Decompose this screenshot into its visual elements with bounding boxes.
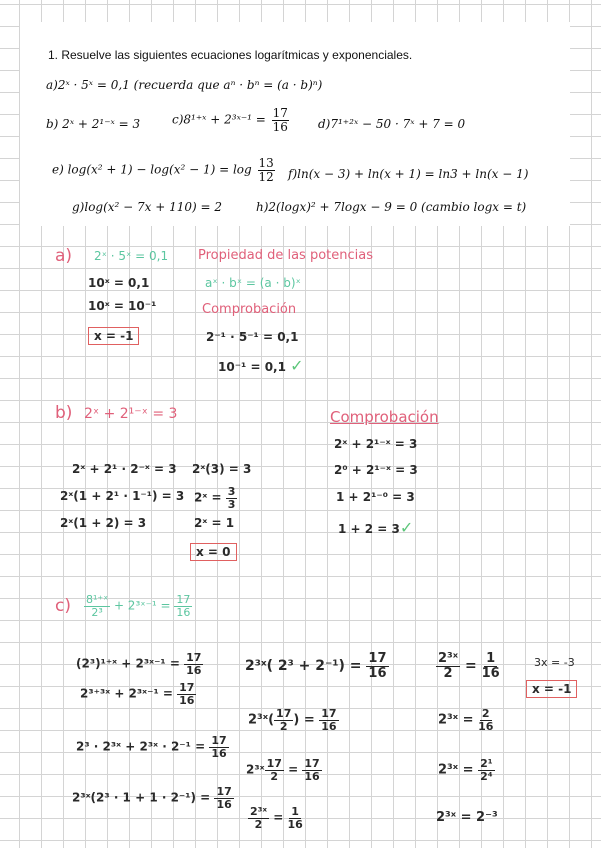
exercise-e [52,157,277,183]
check-text: 1 + 2 = 3 [338,522,400,536]
fraction-denominator: 2 [254,817,263,831]
line-fraction [478,708,493,732]
solution-a-step1: 10ˣ = 0,1 [88,276,150,290]
line-text: 2³⁺³ˣ + 2³ˣ⁻¹ = [80,686,173,701]
line-fraction [209,735,228,759]
solution-b-equation: 2ˣ + 2¹⁻ˣ = 3 [84,406,178,422]
fraction-numerator: 17 [211,734,227,747]
fraction-denominator: 16 [287,817,303,831]
right-fraction [287,806,302,830]
solution-b-check2: 2⁰ + 2¹⁻ˣ = 3 [334,463,418,477]
line-fraction [177,682,196,706]
line-fraction [319,708,338,732]
fraction-numerator: 17 [179,681,195,694]
equation-right-fraction [174,594,192,618]
fraction-numerator: 17 [176,593,191,606]
solution-a-answer: x = -1 [88,327,139,345]
right-fraction [482,652,500,680]
solution-b-step1: 2ˣ + 2¹ · 2⁻ˣ = 3 [72,462,177,476]
solution-a-check2 [218,356,304,375]
step5-left: 2ˣ = [194,490,222,505]
exercise-h: h)2(logx)² + 7logx − 9 = 0 (cambio logx = t) [256,200,527,214]
exercise-d: d)7¹⁺²ˣ − 50 · 7ˣ + 7 = 0 [318,117,466,131]
equation-middle: + 2³ˣ⁻¹ = [113,598,171,613]
exercise-e-fraction [258,157,275,183]
fraction-numerator: 17 [216,785,232,798]
line-left: 2³ˣ [246,762,265,777]
solution-a-step2: 10ˣ = 10⁻¹ [88,299,157,313]
solution-c-label: c) [55,596,71,616]
exercise-title: 1. Resuelve las siguientes ecuaciones logarítmicas y exponenciales. [48,48,413,62]
fraction-denominator: 16 [321,719,337,733]
line-left: 2³ˣ( [248,712,275,728]
equals-sign: = [273,810,284,825]
solution-c-right3 [438,758,495,782]
line-text: 2³ˣ = [438,712,474,728]
solution-c-side-note: 3x = -3 [534,656,575,669]
solution-c-line1 [76,652,203,676]
fraction-numerator: 17 [186,651,202,664]
fraction-denominator: 16 [481,665,500,681]
step5-fraction [226,486,238,510]
fraction-numerator: 17 [368,651,387,666]
fraction-denominator: 2 [270,769,279,783]
exercise-c-prefix: c)8¹⁺ˣ + 2³ˣ⁻¹ = [172,112,266,127]
line-fraction [302,758,321,782]
fraction-denominator: 16 [304,769,320,783]
solution-c-right1 [436,652,500,680]
fraction-denominator: 2³ [91,605,103,619]
inner-fraction [265,758,284,782]
solution-c-line4 [72,786,234,810]
solution-a-equation: 2ˣ · 5ˣ = 0,1 [94,249,169,263]
fraction-denominator: 12 [258,169,274,184]
fraction-numerator: 1 [486,651,496,666]
fraction-denominator: 16 [478,719,494,733]
fraction-numerator: 17 [304,757,320,770]
solution-b-step2: 2ˣ(1 + 2¹ · 1⁻¹) = 3 [60,489,185,503]
solution-b-step4: 2ˣ(3) = 3 [192,462,252,476]
fraction-denominator: 16 [186,663,202,677]
solution-c-right4: 2³ˣ = 2⁻³ [436,810,498,825]
equation-left-fraction [84,594,110,618]
fraction-denominator: 2 [443,665,453,681]
check-mark-icon: ✓ [290,356,304,375]
exercise-f: f)ln(x − 3) + ln(x + 1) = ln3 + ln(x − 1) [288,167,529,181]
solution-a-label: a) [55,246,73,266]
fraction-denominator: 16 [211,746,227,760]
line-fraction [478,758,494,782]
line-fraction [184,652,203,676]
fraction-numerator: 13 [258,156,274,170]
solution-a-property-formula: aˣ · bˣ = (a · b)ˣ [205,276,301,290]
solution-c-answer: x = -1 [526,680,577,698]
fraction-numerator: 17 [321,707,337,720]
fraction-denominator: 16 [216,797,232,811]
solution-c-middle4 [248,806,303,830]
fraction-denominator: 16 [176,605,191,619]
fraction-numerator: 2 [481,707,490,720]
fraction-numerator: 2¹ [480,757,493,770]
fraction-numerator: 2³ˣ [250,805,268,818]
equals-sign: = [464,658,477,675]
fraction-denominator: 16 [179,693,195,707]
solution-c-middle2 [248,708,339,732]
fraction-denominator: 2 [279,719,288,733]
solution-b-check4 [338,518,413,537]
solution-b-label: b) [55,403,73,423]
solution-b-step5 [194,486,237,510]
equals-sign: = [288,762,299,777]
fraction-numerator: 17 [276,707,292,720]
solution-c-line2 [80,682,196,706]
line-text: 2³ˣ(2³ · 1 + 1 · 2⁻¹) = [72,790,211,805]
fraction-numerator: 17 [266,757,282,770]
solution-b-answer: x = 0 [190,543,237,561]
exercise-c [172,107,291,133]
left-fraction [248,806,269,830]
line-fraction [214,786,233,810]
check-text: 10⁻¹ = 0,1 [218,360,286,374]
line-right: ) = [293,712,315,728]
exercise-e-prefix: e) log(x² + 1) − log(x² − 1) = log [52,162,252,177]
solution-b-step3: 2ˣ(1 + 2) = 3 [60,516,147,530]
fraction-denominator: 16 [272,119,288,134]
line-text: 2³ · 2³ˣ + 2³ˣ · 2⁻¹ = [76,739,206,754]
left-fraction [436,652,460,680]
solution-b-check-title: Comprobación [330,408,439,426]
exercise-g: g)log(x² − 7x + 110) = 2 [72,200,223,214]
inner-fraction [274,708,293,732]
solution-b-check1: 2ˣ + 2¹⁻ˣ = 3 [334,437,418,451]
exercise-c-fraction [272,107,289,133]
fraction-denominator: 16 [368,665,387,681]
solution-c-middle3 [246,758,322,782]
solution-a-property-title: Propiedad de las potencias [198,248,373,263]
fraction-numerator: 1 [291,805,299,818]
fraction-denominator: 3 [227,497,236,511]
solution-b-step6: 2ˣ = 1 [194,516,235,530]
exercise-a: a)2ˣ · 5ˣ = 0,1 (recuerda que aⁿ · bⁿ = (a · b)ⁿ) [46,78,323,92]
solution-a-check1: 2⁻¹ · 5⁻¹ = 0,1 [206,330,299,344]
solution-b-check3: 1 + 2¹⁻⁰ = 3 [336,490,415,504]
exercise-statement [20,22,570,226]
line-text: 2³ˣ( 2³ + 2⁻¹) = [245,658,362,675]
check-mark-icon: ✓ [399,518,414,537]
solution-c-middle1 [245,652,389,680]
solution-c-line3 [76,735,229,759]
line-text: (2³)¹⁺ˣ + 2³ˣ⁻¹ = [76,656,180,671]
fraction-numerator: 17 [272,106,288,120]
fraction-numerator: 2³ˣ [438,651,459,666]
fraction-denominator: 2⁴ [480,769,493,783]
line-text: 2³ˣ = [438,762,474,778]
exercise-b: b) 2ˣ + 2¹⁻ˣ = 3 [46,117,141,131]
solution-c-equation [84,594,192,618]
fraction-numerator: 3 [227,485,236,498]
line-fraction [366,652,388,680]
solution-a-check-title: Comprobación [202,302,297,317]
fraction-numerator: 8¹⁺ˣ [86,593,109,606]
solution-c-right2 [438,708,493,732]
